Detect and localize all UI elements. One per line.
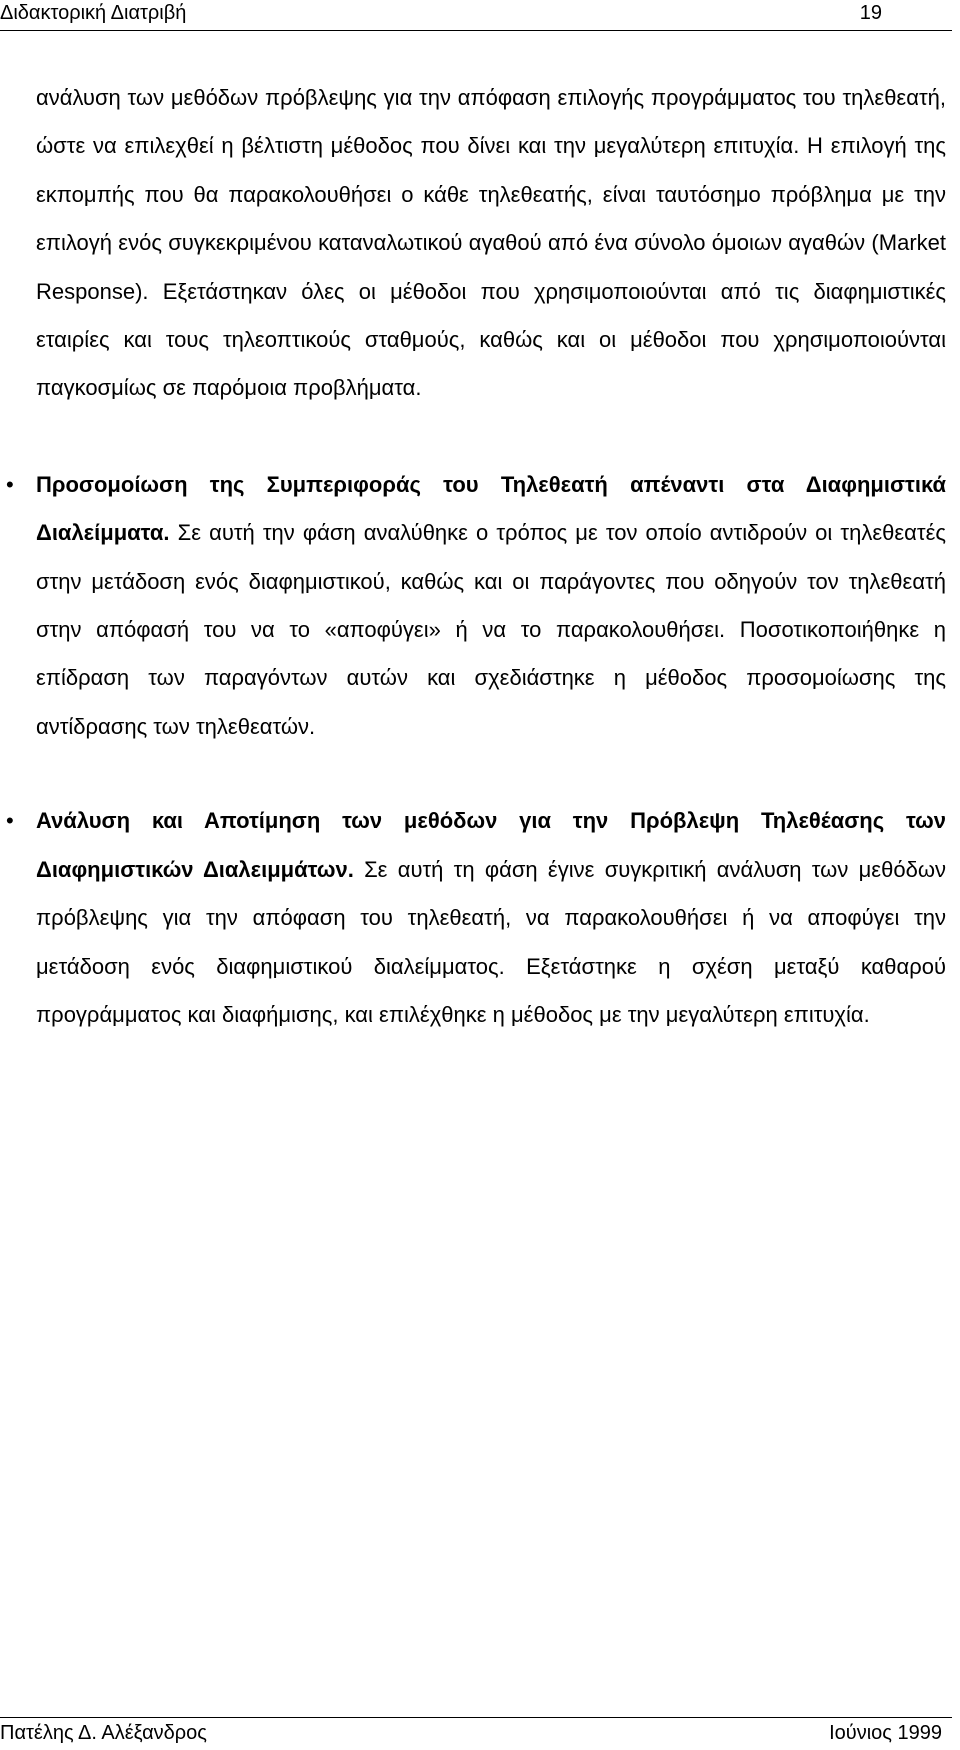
bullet-icon: • xyxy=(6,808,14,834)
bullet-text: Σε αυτή τη φάση έγινε συγκριτική ανάλυση των μεθόδων πρόβλεψης για την απόφαση του τηλεθεατή, να παρακολουθήσει ή να αποφύγει την μετάδοση ενός διαφημιστικού διαλείμματος. Εξετάστηκε η σχέση μεταξύ καθαρού προγράμματος και διαφήμισης, και επιλέχθηκε η μέθοδος με την μεγαλύτερη επιτυχία. xyxy=(36,856,946,1027)
page-footer xyxy=(0,1720,960,1748)
bullet-heading: Ανάλυση και Αποτίμηση των μεθόδων για την Πρόβλεψη Τηλεθέασης των Διαφημιστικών Διαλειμμάτων. xyxy=(36,808,946,882)
footer-author: Πατέλης Δ. Αλέξανδρος xyxy=(0,1722,207,1744)
page-body xyxy=(6,74,946,1039)
header-rule xyxy=(0,30,952,31)
bullet-icon: • xyxy=(6,471,14,497)
header-title: Διδακτορική Διατριβή xyxy=(0,2,187,24)
page-header xyxy=(0,0,960,30)
footer-date: Ιούνιος 1999 xyxy=(829,1722,942,1744)
bullet-heading: Προσομοίωση της Συμπεριφοράς του Τηλεθεατή απέναντι στα Διαφημιστικά Διαλείμματα. xyxy=(36,471,946,546)
bullet-text: Σε αυτή την φάση αναλύθηκε ο τρόπος με τον οποίο αντιδρούν οι τηλεθεατές στην μετάδοση ενός διαφημιστικού, καθώς και οι παράγοντες που οδηγούν τον τηλεθεατή στην απόφασή του να το «αποφύγει» ή να το παρακολουθήσει. Ποσοτικοποιήθηκε η επίδραση των παραγόντων αυτών και σχεδιάστηκε η μέθοδος προσομοίωσης της αντίδρασης των τηλεθεατών. xyxy=(36,520,946,739)
footer-rule xyxy=(0,1717,952,1718)
intro-paragraph: ανάλυση των μεθόδων πρόβλεψης για την απόφαση επιλογής προγράμματος του τηλεθεατή, ώστε να επιλεχθεί η βέλτιστη μέθοδος που δίνει και την μεγαλύτερη επιτυχία. Η επιλογή της εκπομπής που θα παρακολουθήσει ο κάθε τηλεθεατής, είναι ταυτόσημο πρόβλημα με την επιλογή ενός συγκεκριμένου καταναλωτικού αγαθού από ένα σύνολο όμοιων αγαθών (Market Response). Εξετάστηκαν όλες οι μέθοδοι που χρησιμοποιούνται από τις διαφημιστικές εταιρίες και τους τηλεοπτικούς σταθμούς, καθώς και οι μέθοδοι που χρησιμοποιούνται παγκοσμίως σε παρόμοια προβλήματα. xyxy=(36,85,946,401)
header-page-number: 19 xyxy=(859,2,882,24)
bullet-item-analysis xyxy=(6,797,946,1039)
bullet-item-simulation xyxy=(6,461,946,751)
